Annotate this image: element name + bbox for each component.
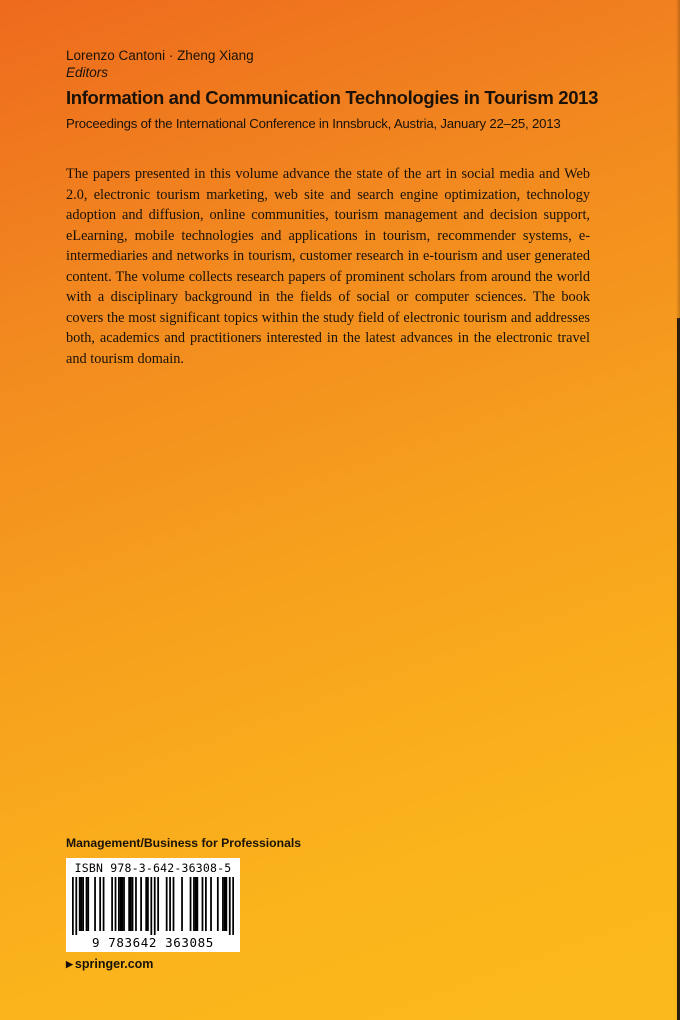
- barcode-bar: [181, 877, 183, 931]
- barcode-bar: [128, 877, 130, 931]
- barcode-bar: [173, 877, 175, 931]
- barcode-bar: [210, 877, 212, 931]
- triangle-right-icon: ▶: [66, 959, 73, 969]
- barcode-bar: [193, 877, 195, 931]
- barcode-bar: [150, 877, 152, 935]
- publisher-url: springer.com: [74, 957, 154, 971]
- barcode-bar: [154, 877, 156, 935]
- barcode-bar: [123, 877, 125, 931]
- barcode-bar: [166, 877, 168, 931]
- barcode-bar: [79, 877, 81, 931]
- series-name: Management/Business for Professionals: [66, 836, 302, 850]
- barcode-bar: [121, 877, 123, 931]
- barcode-bar: [157, 877, 159, 931]
- barcode-bar: [145, 877, 147, 931]
- barcode-bar: [81, 877, 83, 931]
- book-subtitle: Proceedings of the International Conference in Innsbruck, Austria, January 22–25, 2013: [66, 116, 561, 131]
- book-title: Information and Communication Technologies in Tourism 2013: [66, 87, 599, 108]
- barcode-bar: [169, 877, 171, 931]
- book-description: The papers presented in this volume advance the state of the art in social media and Web 2.0, electronic tourism marketing, web site and search engine optimization, technology adoption and diffusion, online communities, tourism management and decision support, eLearning, mobile technologies and applications in tourism, recommender systems, e-intermediaries and networks in tourism, customer research in e-tourism and user generated content. The volume collects research papers of prominent scholars from around the world with a disciplinary background in the fields of social or computer sciences. The book covers the most significant topics within the study field of electronic tourism and addresses both, academics and practitioners interested in the latest advances in the electronic travel and tourism domain.: [66, 166, 590, 367]
- barcode-bar: [225, 877, 227, 931]
- barcode-bars: [72, 877, 234, 935]
- barcode-bar: [99, 877, 101, 931]
- barcode-bar: [75, 877, 77, 935]
- barcode-bar: [86, 877, 88, 931]
- isbn-label: ISBN 978-3-642-36308-5: [74, 861, 232, 875]
- barcode-bar: [72, 877, 74, 935]
- barcode-bar: [130, 877, 132, 931]
- barcode-bar: [94, 877, 96, 931]
- barcode-bar: [222, 877, 224, 931]
- barcode-bar: [135, 877, 137, 931]
- barcode-bar: [115, 877, 117, 931]
- editors-block: [66, 47, 254, 81]
- barcode-bar: [111, 877, 113, 931]
- publisher-link[interactable]: [66, 957, 153, 971]
- barcode-bar: [190, 877, 192, 931]
- barcode-bar: [224, 877, 226, 931]
- barcode-bar: [202, 877, 204, 931]
- barcode-bar: [82, 877, 84, 931]
- barcode-bar: [87, 877, 89, 931]
- barcode-bar: [196, 877, 198, 931]
- barcode-bar: [205, 877, 207, 931]
- isbn-barcode: [66, 858, 240, 952]
- barcode-digits: 9 783642 363085: [92, 935, 214, 950]
- barcode-bar: [217, 877, 219, 931]
- editor-names: Lorenzo Cantoni · Zheng Xiang: [66, 48, 254, 63]
- barcode-bar: [232, 877, 234, 935]
- editors-role: Editors: [66, 65, 109, 80]
- barcode-bar: [195, 877, 197, 931]
- barcode-bar: [120, 877, 122, 931]
- barcode-bar: [229, 877, 231, 935]
- barcode-bar: [118, 877, 120, 931]
- barcode-bar: [147, 877, 149, 931]
- barcode-bar: [103, 877, 105, 931]
- barcode-bar: [132, 877, 134, 931]
- barcode-bar: [140, 877, 142, 931]
